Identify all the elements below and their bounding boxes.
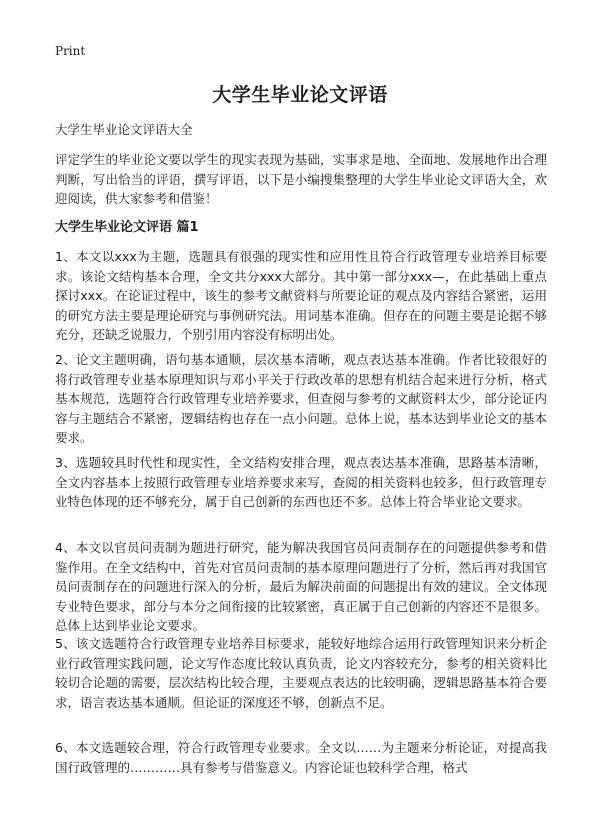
intro-paragraph: 评定学生的毕业论文要以学生的现实表现为基础，实事求是地、全面地、发展地作出合理判断，写出恰当的评语，撰写评语，以下是小编搜集整理的大学生毕业论文评语大全，欢迎阅读，供大家参考和借鉴！: [55, 152, 547, 207]
comment-paragraph-4: 4、本文以官员问责制为题进行研究，能为解决我国官员问责制存在的问题提供参考和借鉴作用。在全文结构中，首先对官员问责制的基本原理问题进行了分析，然后再对我国官员问责制存在的问题进行深入的分析，最后为解决前面的问题提出有效的建议。全文体现专业特色要求，部分与本分之间衔接的比较紧密，真正属于自己创新的内容还不是很多。总体上达到毕业论文要求。: [55, 540, 547, 634]
comment-paragraph-5: 5、该文选题符合行政管理专业培养目标要求，能较好地综合运用行政管理知识来分析企业行政管理实践问题，论文写作态度比较认真负责，论文内容较充分，参考的相关资料比较切合论题的需要，层次结构比较合理，主要观点表达的比较明确，逻辑思路基本符合要求，语言表达基本通顺。但论证的深度还不够，创新点不足。: [55, 636, 547, 710]
comment-paragraph-1: 1、本文以xxx为主题，选题具有很强的现实性和应用性且符合行政管理专业培养目标要求。该论文结构基本合理，全文共分xxx大部分。其中第一部分xxx—，在此基础上重点探讨xxx。在论证过程中，该生的参考文献资料与所要论证的观点及内容结合紧密，运用的研究方法主要是理论研究与事例研究法。用词基本准确。但存在的问题主要是论据不够充分，还缺乏说服力，个别引用内容没有标明出处。: [55, 249, 547, 343]
comment-paragraph-3: 3、选题较具时代性和现实性，全文结构安排合理，观点表达基本准确，思路基本清晰，全文内容基本上按照行政管理专业培养要求来写，查阅的相关资料也较多，但行政管理专业特色体现的还不够充分，属于自己创新的东西也还不多。总体上符合毕业论文要求。: [55, 455, 547, 510]
print-link[interactable]: Print: [55, 44, 86, 58]
subtitle: 大学生毕业论文评语大全: [55, 122, 193, 137]
comment-paragraph-2: 2、论文主题明确，语句基本通顺，层次基本清晰，观点表达基本准确。作者比较很好的将行政管理专业基本原理知识与邓小平关于行政改革的思想有机结合起来进行分析，格式基本规范，选题符合行政管理专业培养要求，但查阅与参考的文献资料太少，部分论证内容与主题结合不紧密，逻辑结构也存在一点小问题。总体上说，基本达到毕业论文的基本要求。: [55, 352, 547, 446]
comment-paragraph-6: 6、本文选题较合理，符合行政管理专业要求。全文以……为主题来分析论证，对提高我国行政管理的…………具有参考与借鉴意义。内容论证也较科学合理，格式: [55, 740, 547, 775]
section-heading: 大学生毕业论文评语 篇1: [55, 220, 199, 235]
page-title: 大学生毕业论文评语: [212, 84, 388, 106]
